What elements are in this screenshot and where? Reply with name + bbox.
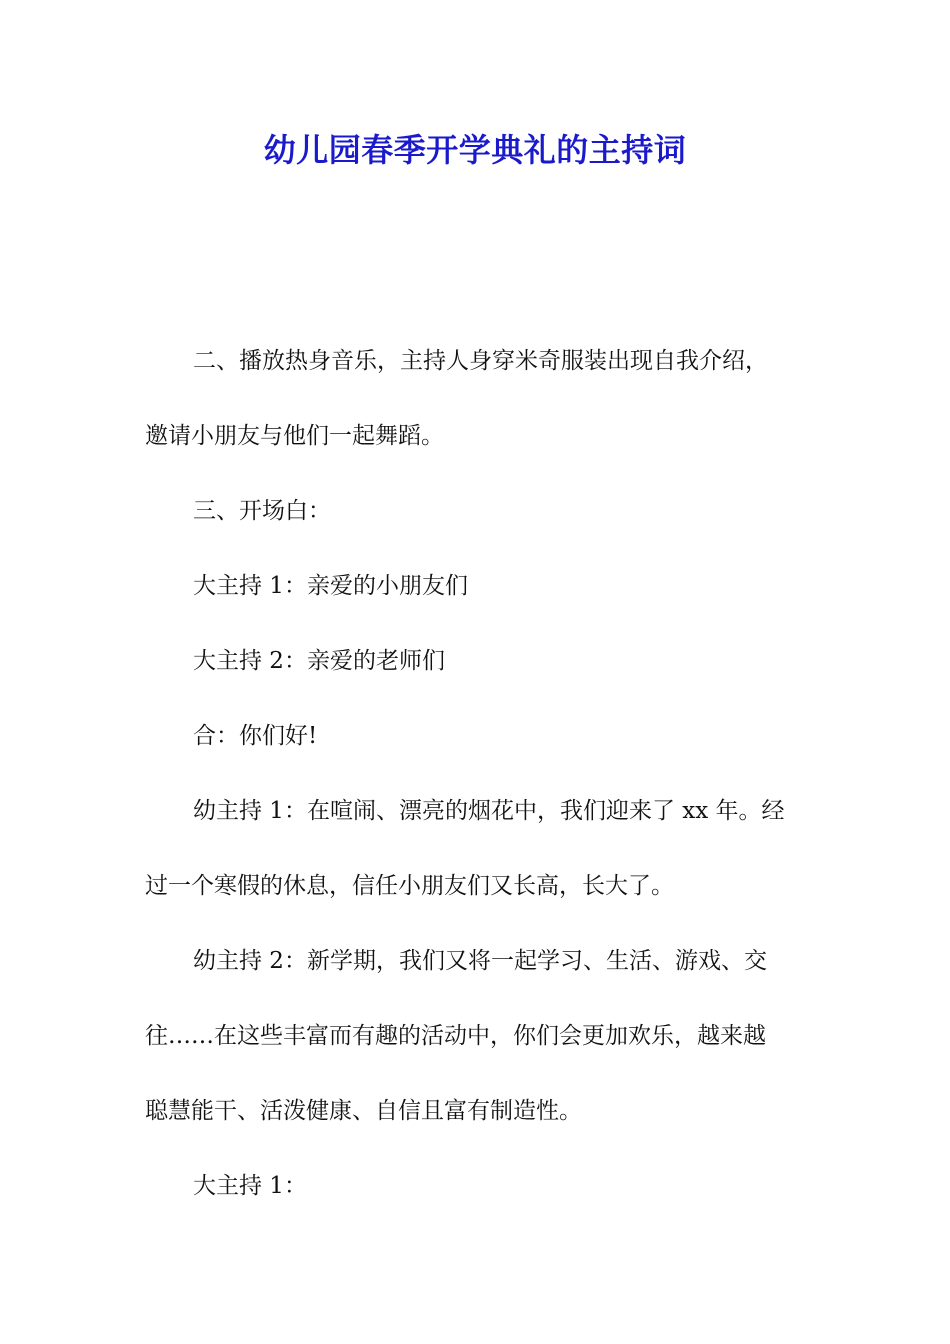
paragraph-line: 大主持 1：亲爱的小朋友们 <box>193 573 468 599</box>
paragraph-line: 大主持 1： <box>193 1173 307 1199</box>
document-body <box>145 338 810 1238</box>
paragraph-line: 三、开场白： <box>193 498 331 524</box>
document-title: 幼儿园春季开学典礼的主持词 <box>263 131 687 169</box>
paragraph-line: 过一个寒假的休息，信任小朋友们又长高，长大了。 <box>145 873 674 899</box>
paragraph-line: 往……在这些丰富而有趣的活动中，你们会更加欢乐，越来越 <box>145 1023 766 1049</box>
paragraph-line: 幼主持 1：在喧闹、漂亮的烟花中，我们迎来了 xx 年。经 <box>193 798 785 824</box>
paragraph-line: 合：你们好! <box>193 723 318 749</box>
paragraph-line: 大主持 2：亲爱的老师们 <box>193 648 445 674</box>
paragraph-line: 二、播放热身音乐，主持人身穿米奇服装出现自我介绍， <box>193 348 768 374</box>
paragraph-line: 邀请小朋友与他们一起舞蹈。 <box>145 423 444 449</box>
paragraph-line: 聪慧能干、活泼健康、自信且富有制造性。 <box>145 1098 582 1124</box>
paragraph-line: 幼主持 2：新学期，我们又将一起学习、生活、游戏、交 <box>193 948 767 974</box>
